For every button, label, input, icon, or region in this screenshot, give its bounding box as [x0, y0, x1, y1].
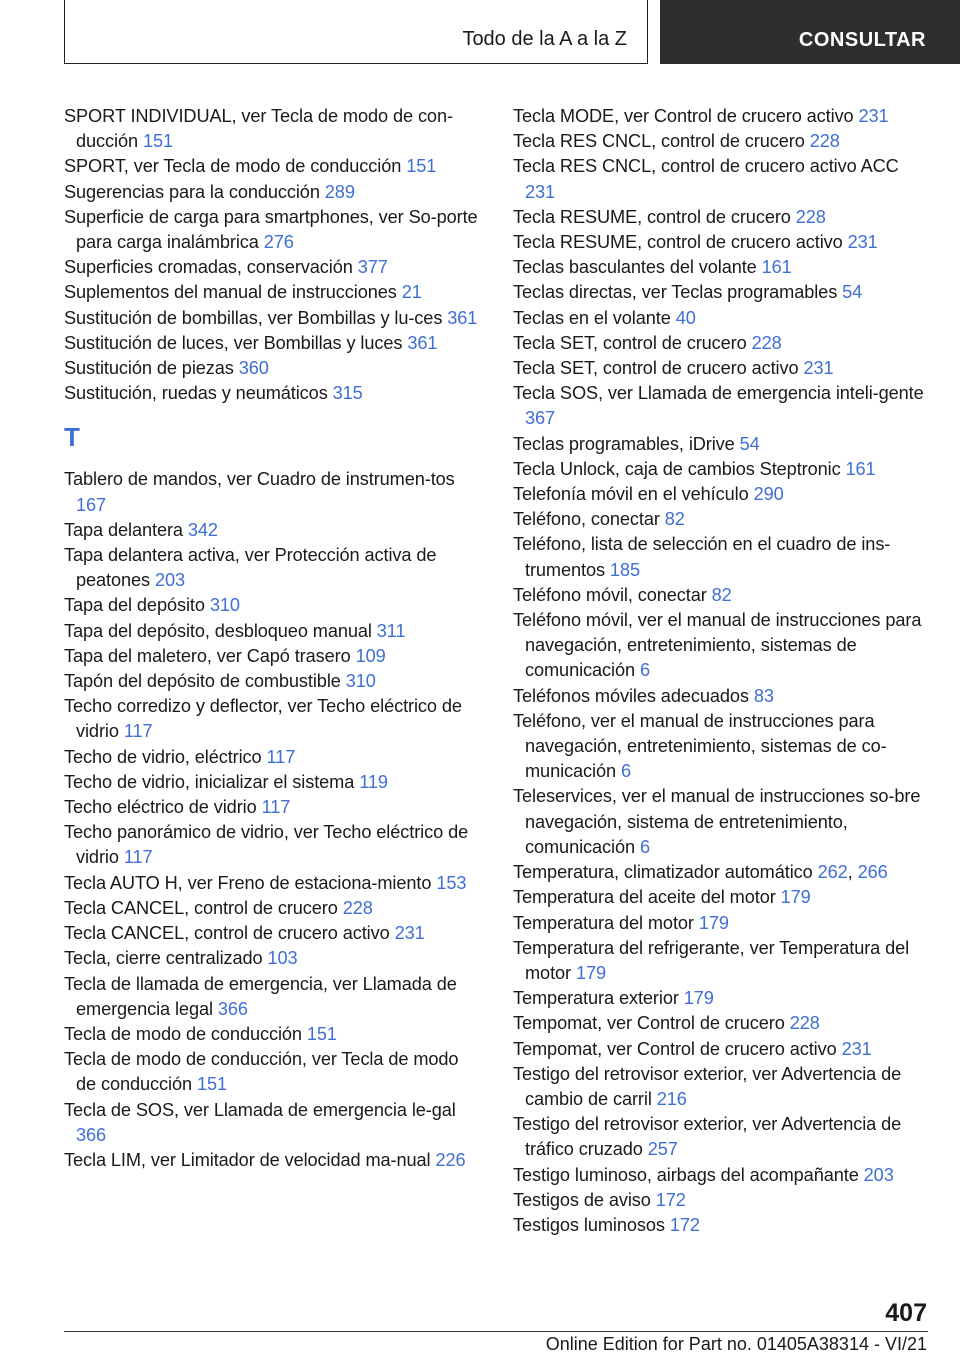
index-entry — [513, 608, 933, 684]
page-link[interactable]: 228 — [809, 131, 840, 152]
index-entry-text: Tapa delantera — [64, 519, 183, 540]
index-entry-text: Tecla de SOS, ver Llamada de emergencia le‐gal — [64, 1099, 456, 1120]
page-link[interactable]: 226 — [435, 1149, 466, 1170]
page-link[interactable]: 117 — [261, 797, 291, 818]
page-link[interactable]: 377 — [357, 257, 388, 278]
index-entry — [513, 255, 933, 280]
page-link[interactable]: 361 — [447, 307, 478, 328]
index-entry — [513, 129, 933, 154]
index-entry — [513, 306, 933, 331]
index-entry — [513, 280, 933, 305]
page-link[interactable]: 6 — [639, 836, 650, 857]
index-entry — [513, 432, 933, 457]
index-entry — [64, 644, 480, 669]
index-entry — [64, 921, 480, 946]
page-link[interactable]: 361 — [407, 332, 438, 353]
index-entry — [64, 694, 480, 744]
page-link[interactable]: 151 — [142, 131, 173, 152]
index-entry-text: Tecla Unlock, caja de cambios Steptronic — [513, 458, 841, 479]
index-entry-text: Temperatura, climatizador automático — [513, 862, 813, 883]
page-link[interactable]: 119 — [359, 771, 388, 792]
page-link[interactable]: 203 — [863, 1164, 894, 1185]
index-entry — [64, 331, 480, 356]
index-entry — [64, 180, 480, 205]
index-entry-text: Sustitución de piezas — [64, 358, 234, 379]
index-entry-text: Telefonía móvil en el vehículo — [513, 484, 749, 505]
page-link[interactable]: 103 — [267, 948, 298, 969]
index-entry-text: Teclas directas, ver Teclas programables — [513, 282, 838, 303]
page-link[interactable]: 276 — [263, 232, 294, 253]
page-link[interactable]: 231 — [847, 232, 878, 253]
index-entry — [513, 583, 933, 608]
index-entry-text: Tecla de modo de conducción — [64, 1023, 302, 1044]
index-entry — [513, 507, 933, 532]
page-link[interactable]: 367 — [525, 408, 556, 429]
index-entry-text: Teléfono, conectar — [513, 509, 660, 530]
index-entry-text: Teléfono móvil, conectar — [513, 584, 707, 605]
index-entry — [64, 1047, 480, 1097]
page-link[interactable]: 161 — [845, 458, 876, 479]
page-link[interactable]: 216 — [656, 1088, 687, 1109]
section-letter: T — [64, 422, 80, 453]
consult-tab[interactable] — [660, 0, 960, 64]
index-entry-text: Teclas programables, iDrive — [513, 433, 735, 454]
index-entry — [64, 896, 480, 921]
index-entry — [64, 820, 480, 870]
index-entry-text: Tecla RES CNCL, control de crucero activo ACC — [513, 156, 899, 177]
header-tab-box — [64, 0, 648, 64]
page-link[interactable]: 231 — [525, 181, 556, 202]
page-link[interactable]: 117 — [123, 721, 153, 742]
index-entry-text: Suplementos del manual de instrucciones — [64, 282, 397, 303]
index-entry-text: Superficie de carga para smartphones, ver So‐porte para carga inalámbrica — [64, 206, 478, 253]
index-entry-text: Tecla MODE, ver Control de crucero activo — [513, 106, 854, 126]
page-link[interactable]: 117 — [123, 847, 153, 868]
index-entry-text: Tablero de mandos, ver Cuadro de instrumen‐tos — [64, 469, 455, 490]
index-entry-text: Techo panorámico de vidrio, ver Techo eléctrico de vidrio — [64, 822, 469, 868]
index-entry-text: Tecla SET, control de crucero — [513, 332, 747, 353]
index-entry — [513, 709, 933, 785]
index-entry — [513, 986, 933, 1011]
index-entry — [513, 356, 933, 381]
index-entry-text: Tempomat, ver Control de crucero activo — [513, 1038, 837, 1059]
index-entry-text: Tapón del depósito de combustible — [64, 671, 341, 692]
page-link[interactable]: 228 — [751, 332, 782, 353]
index-entry-text: Testigos luminosos — [513, 1214, 665, 1235]
page-link[interactable]: 172 — [655, 1189, 686, 1210]
index-entry-text: Teléfono, ver el manual de instrucciones para navegación, entretenimiento, sistemas de co‐municación — [513, 710, 887, 782]
index-entry — [513, 1011, 933, 1036]
index-entry-text: Tecla SOS, ver Llamada de emergencia inteli‐gente — [513, 383, 924, 404]
index-entry — [513, 457, 933, 482]
index-entry-text: SPORT, ver Tecla de modo de conducción — [64, 156, 402, 177]
index-entry — [513, 205, 933, 230]
index-entry-text: Techo eléctrico de vidrio — [64, 797, 257, 818]
index-entry — [64, 972, 480, 1022]
page-link[interactable]: 151 — [406, 156, 437, 177]
page-link[interactable]: 257 — [647, 1139, 678, 1160]
index-entry — [64, 593, 480, 618]
index-entry-text: Tapa del maletero, ver Capó trasero — [64, 645, 351, 666]
footer-divider — [64, 1331, 928, 1332]
index-entry — [64, 154, 480, 179]
page-link[interactable]: 21 — [401, 282, 422, 303]
index-entry-text: Tecla de llamada de emergencia, ver Llamada de emergencia legal — [64, 973, 457, 1019]
page-link[interactable]: 315 — [332, 383, 363, 404]
index-entry — [64, 745, 480, 770]
page-link[interactable]: 82 — [711, 584, 732, 605]
page-link[interactable]: 311 — [376, 620, 406, 641]
page-link[interactable]: 179 — [698, 912, 729, 933]
index-entry-text: Temperatura del refrigerante, ver Temperatura del motor — [513, 937, 910, 983]
page-link[interactable]: 54 — [842, 282, 863, 303]
index-entry — [64, 255, 480, 280]
index-entry — [513, 1112, 933, 1162]
page-link[interactable]: 40 — [675, 307, 696, 328]
index-entry — [513, 154, 933, 204]
index-entry — [513, 532, 933, 582]
index-entry-text: Techo de vidrio, inicializar el sistema — [64, 771, 355, 792]
index-entry — [64, 1022, 480, 1047]
index-entry-text: Tecla LIM, ver Limitador de velocidad ma‐nual — [64, 1149, 431, 1170]
page-number: 407 — [885, 1299, 927, 1327]
page-link[interactable]: 266 — [857, 862, 888, 883]
index-entry — [513, 381, 933, 431]
index-entry — [64, 1098, 480, 1148]
page-link[interactable]: 342 — [187, 519, 218, 540]
index-entry-text: Testigo del retrovisor exterior, ver Advertencia de tráfico cruzado — [513, 1114, 902, 1160]
page-link[interactable]: 231 — [858, 106, 889, 126]
index-entry — [64, 356, 480, 381]
page-link[interactable]: 6 — [620, 761, 631, 782]
index-entry-text: Sustitución de bombillas, ver Bombillas y lu‐ces — [64, 307, 443, 328]
index-entry-text: Tecla CANCEL, control de crucero activo — [64, 923, 390, 944]
index-entry-text: Sugerencias para la conducción — [64, 181, 320, 202]
index-entry-text: Testigo luminoso, airbags del acompañante — [513, 1164, 859, 1185]
page-link[interactable]: 185 — [609, 559, 640, 580]
index-entry-text: Teclas en el volante — [513, 307, 671, 328]
page-link[interactable]: 6 — [639, 660, 650, 681]
index-entry-text: Techo corredizo y deflector, ver Techo eléctrico de vidrio — [64, 696, 462, 742]
index-entry-text: Tecla SET, control de crucero activo — [513, 358, 799, 379]
consult-tab-label: CONSULTAR — [798, 29, 926, 51]
index-entry-text: Teléfono, lista de selección en el cuadro de ins‐trumentos — [513, 534, 891, 580]
page-link[interactable]: 366 — [217, 998, 248, 1019]
index-entry-text: Temperatura del motor — [513, 912, 694, 933]
index-entry-text: Tecla AUTO H, ver Freno de estaciona‐miento — [64, 872, 432, 893]
index-entry — [64, 770, 480, 795]
index-entry — [64, 619, 480, 644]
index-entry-text: Temperatura exterior — [513, 988, 679, 1009]
page-link[interactable]: 172 — [669, 1214, 700, 1235]
page-link[interactable]: 290 — [753, 484, 784, 505]
index-entry-text: Tecla de modo de conducción, ver Tecla de modo de conducción — [64, 1049, 459, 1095]
index-entry — [513, 1062, 933, 1112]
page-link[interactable]: 179 — [575, 962, 606, 983]
index-entry — [64, 306, 480, 331]
page-link[interactable]: 179 — [780, 887, 811, 908]
index-entry-text: Testigos de aviso — [513, 1189, 651, 1210]
index-entry-text: Tecla CANCEL, control de crucero — [64, 897, 338, 918]
index-entry — [64, 946, 480, 971]
page-link[interactable]: 179 — [683, 988, 714, 1009]
page-link[interactable]: 161 — [761, 257, 792, 278]
page-link[interactable]: 366 — [76, 1124, 107, 1145]
index-entry-text: Temperatura del aceite del motor — [513, 887, 776, 908]
page-link[interactable]: 151 — [306, 1023, 337, 1044]
index-entry — [513, 1163, 933, 1188]
page-link[interactable]: 54 — [739, 433, 760, 454]
page-link[interactable]: 82 — [664, 509, 685, 530]
footer-edition: Online Edition for Part no. 01405A38314 - VI/21 — [545, 1334, 927, 1354]
page-link[interactable]: 231 — [394, 923, 425, 944]
page-link[interactable]: 203 — [155, 570, 186, 591]
index-entry — [513, 936, 933, 986]
index-entry-text: Superficies cromadas, conservación — [64, 257, 353, 278]
index-entry-text: SPORT INDIVIDUAL, ver Tecla de modo de con‐ducción — [64, 106, 453, 152]
page-link[interactable]: 151 — [196, 1074, 227, 1095]
page-link[interactable]: 167 — [76, 494, 107, 515]
index-entry — [64, 871, 480, 896]
page-link[interactable]: 360 — [238, 358, 269, 379]
index-entry-text: Sustitución de luces, ver Bombillas y luces — [64, 332, 403, 353]
page-link[interactable]: 228 — [795, 206, 826, 227]
index-entry-text: Testigo del retrovisor exterior, ver Advertencia de cambio de carril — [513, 1063, 902, 1109]
index-entry — [513, 104, 933, 129]
page-link[interactable]: 310 — [345, 671, 376, 692]
index-entry — [64, 280, 480, 305]
index-entry — [513, 1188, 933, 1213]
index-entry — [513, 1037, 933, 1062]
page-link[interactable]: 117 — [266, 746, 296, 767]
page-link[interactable]: 109 — [355, 645, 386, 666]
index-entry-text: Tecla, cierre centralizado — [64, 948, 263, 969]
index-entry-text: Tapa delantera activa, ver Protección activa de peatones — [64, 545, 437, 591]
page-link[interactable]: 289 — [324, 181, 355, 202]
index-entry — [64, 381, 480, 406]
page-link[interactable]: 228 — [789, 1013, 820, 1034]
index-entry — [513, 911, 933, 936]
page-link[interactable]: 228 — [342, 897, 373, 918]
index-entry-text: Techo de vidrio, eléctrico — [64, 746, 262, 767]
index-entry — [513, 784, 933, 860]
page-link[interactable]: 262 — [817, 862, 848, 883]
index-entry — [513, 684, 933, 709]
index-entry-text: Tempomat, ver Control de crucero — [513, 1013, 785, 1034]
index-column-left — [64, 104, 480, 1173]
index-entry-text: Tapa del depósito, desbloqueo manual — [64, 620, 372, 641]
index-entry: Temperatura, climatizador automático 262, 266 — [513, 862, 888, 883]
index-entry — [513, 482, 933, 507]
index-entry-text: Tecla RES CNCL, control de crucero — [513, 131, 805, 152]
index-entry — [64, 104, 480, 154]
index-entry — [513, 331, 933, 356]
index-entry-text: Teléfono móvil, ver el manual de instrucciones para navegación, entretenimiento, sistemas de comunicación — [513, 610, 922, 681]
index-entry — [513, 885, 933, 910]
index-entry — [64, 205, 480, 255]
index-column-right — [513, 104, 933, 1238]
index-entry-text: Tapa del depósito — [64, 595, 205, 616]
index-entry — [64, 518, 480, 543]
page-link[interactable]: 231 — [841, 1038, 872, 1059]
index-entry — [64, 467, 480, 517]
header-tab-label[interactable]: Todo de la A a la Z — [462, 28, 627, 50]
index-entry-text: Tecla RESUME, control de crucero activo — [513, 232, 843, 253]
page-link[interactable]: 310 — [209, 595, 240, 616]
index-entry-text: Tecla RESUME, control de crucero — [513, 206, 791, 227]
index-entry — [64, 1148, 480, 1173]
index-entry — [64, 669, 480, 694]
index-entry-text: Teléfonos móviles adecuados — [513, 685, 749, 706]
index-entry — [513, 230, 933, 255]
index-entry-text: Sustitución, ruedas y neumáticos — [64, 383, 328, 404]
page-link[interactable]: 83 — [753, 685, 774, 706]
index-entry — [64, 795, 480, 820]
index-entry — [64, 543, 480, 593]
index-entry — [513, 1213, 933, 1238]
page-link[interactable]: 153 — [436, 872, 467, 893]
index-entry-text: Teleservices, ver el manual de instrucciones so‐bre navegación, sistema de entretenimiento, comunicación — [513, 786, 921, 857]
page-link[interactable]: 231 — [803, 358, 834, 379]
index-entry-text: Teclas basculantes del volante — [513, 257, 757, 278]
